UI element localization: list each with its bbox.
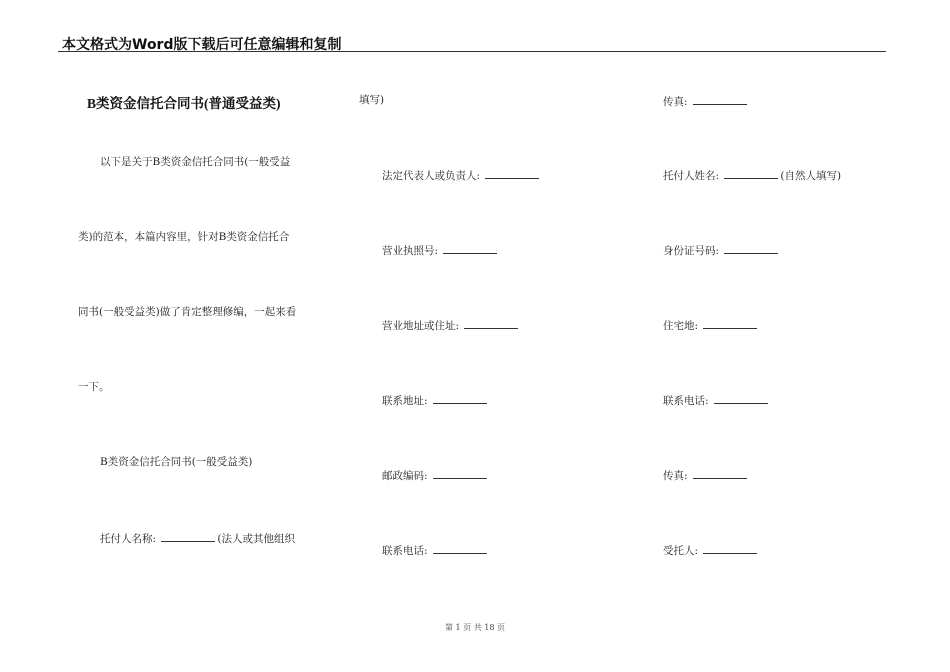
- fax-label-1: 传真:: [663, 96, 688, 108]
- address-row: [382, 318, 520, 333]
- header-divider: [58, 51, 886, 52]
- license-row: [382, 243, 499, 258]
- trustor-person-note: (自然人填写): [780, 170, 842, 182]
- postcode-blank: [433, 468, 487, 479]
- id-label: 身份证号码:: [663, 245, 720, 257]
- trustor-person-label: 托付人姓名:: [663, 170, 720, 182]
- intro-line-2: 类)的范本，本篇内容里，针对B类资金信托合: [78, 231, 290, 243]
- trustor-name-blank: [161, 531, 215, 542]
- trustor-name-note: (法人或其他组织: [217, 533, 295, 545]
- phone-label-2: 联系电话:: [663, 395, 709, 407]
- trustor-name-row: [100, 531, 295, 546]
- residence-blank: [703, 318, 757, 329]
- contact-address-label: 联系地址:: [382, 395, 428, 407]
- fax-label-2: 传真:: [663, 470, 688, 482]
- contact-address-blank: [433, 393, 487, 404]
- intro-line-3: 同书(一般受益类)做了肯定整理修编，一起来看: [78, 306, 297, 318]
- id-blank: [724, 243, 778, 254]
- intro-line-4: 一下。: [78, 381, 110, 393]
- trustor-name-label: 托付人名称:: [100, 533, 157, 545]
- trustee-label: 受托人:: [663, 545, 699, 557]
- document-title: B类资金信托合同书(普通受益类): [87, 96, 281, 111]
- license-blank: [443, 243, 497, 254]
- intro-line-1: 以下是关于B类资金信托合同书(一般受益: [100, 156, 291, 168]
- phone-blank-1: [433, 543, 487, 554]
- page-footer: 第 1 页 共 18 页: [445, 623, 505, 632]
- trustee-row: [663, 543, 759, 558]
- page-header: 本文格式为Word版下载后可任意编辑和复制: [62, 37, 342, 53]
- phone-blank-2: [714, 393, 768, 404]
- postcode-label: 邮政编码:: [382, 470, 428, 482]
- postcode-row: [382, 468, 489, 483]
- legal-rep-label: 法定代表人或负责人:: [382, 170, 481, 182]
- phone-row-2: [663, 393, 770, 408]
- fax-row-2: [663, 468, 749, 483]
- address-label: 营业地址或住址:: [382, 320, 460, 332]
- contact-address-row: [382, 393, 489, 408]
- id-row: [663, 243, 780, 258]
- trustor-person-blank: [724, 168, 778, 179]
- fax-blank-2: [693, 468, 747, 479]
- trustee-blank: [703, 543, 757, 554]
- legal-rep-row: [382, 168, 541, 183]
- address-blank: [464, 318, 518, 329]
- fax-blank-1: [693, 94, 747, 105]
- phone-label-1: 联系电话:: [382, 545, 428, 557]
- continuation-text: 填写): [359, 94, 385, 106]
- fax-row-1: [663, 94, 749, 109]
- residence-label: 住宅地:: [663, 320, 699, 332]
- contract-subtitle: B类资金信托合同书(一般受益类): [100, 456, 253, 468]
- license-label: 营业执照号:: [382, 245, 439, 257]
- residence-row: [663, 318, 759, 333]
- legal-rep-blank: [485, 168, 539, 179]
- phone-row-1: [382, 543, 489, 558]
- trustor-person-row: [663, 168, 841, 183]
